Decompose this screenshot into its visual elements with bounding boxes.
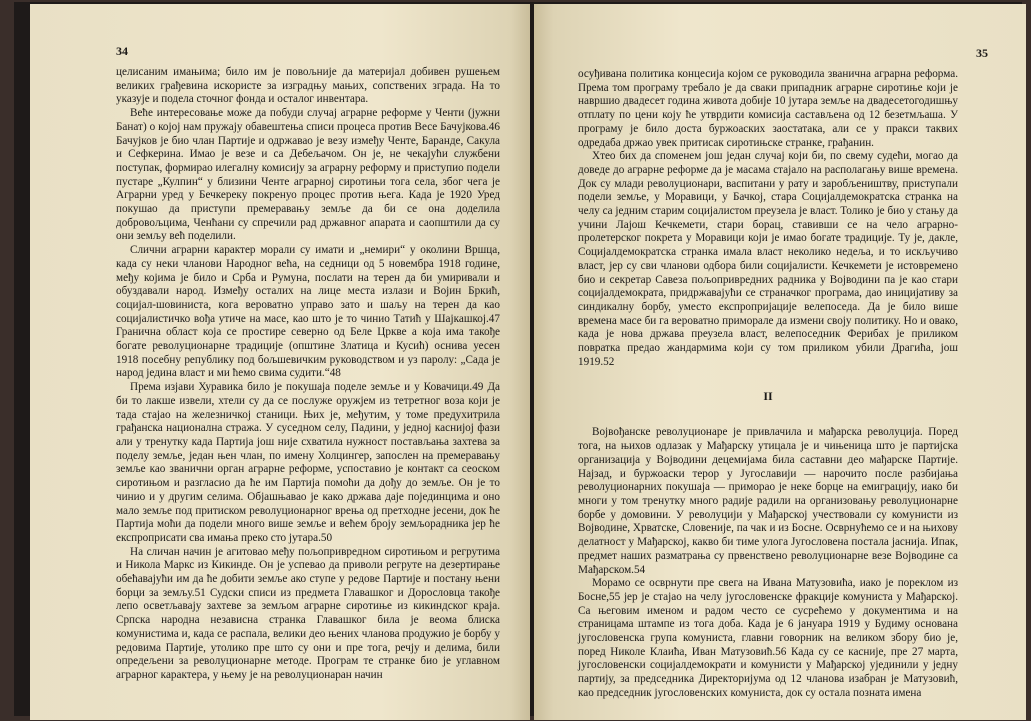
right-page xyxy=(534,4,1026,720)
right-page-number: 35 xyxy=(976,46,988,60)
right-paragraph-3: Војвођанске револуционаре је привлачила и мађарска револуција. Поред тога, на њихов одлазак у Мађарску утицала је и чињеница што је партијска организација у Војводини децемијама била саставни део мађарске Партије. Најзад, и буржоаски терор у Југославији — нарочито после разбијања револуционарних покушаја — приморао је неке борце на емиграцију, иако би многи у том тренутку много радије радили на организовању револуционарне борбе у домовини. У револуцији у Мађарској учествовали су комунисти из Војводине, Хрватске, Словеније, па чак и из Босне. Осврнућемо се и на њихову делатност у Мађарској, какво би тиме улога Југословена постала јаснија. Ипак, предмет наших разматрања су првенствено револуционарне везе Војводине са Мађарском.54 xyxy=(578,426,958,576)
left-page-number: 34 xyxy=(116,44,128,58)
right-paragraph-4: Морамо се осврнути пре свега на Ивана Матузовића, иако је пореклом из Босне,55 јер је стајао на челу југословенске фракције комуниста у Мађарској. Са његовим именом и радом често се сусрећемо у документима и на страницама штампе из тога доба. Када је 6 јануара 1919 у Будиму основана југословенска група комуниста, главни говорник на великом збору био је, поред Николе Клаића, Иван Матузовић.56 Када су се касније, пре 27 марта, југословенски социјалдемократи и комунисти у Мађарској ујединили у једну партију, за председника Директоријума од 12 чланова изабран је Матузовић, као председник југословенских комуниста, док су остала позната имена xyxy=(578,577,958,699)
left-paragraph-5: На сличан начин је агитовао међу пољопривредном сиротињом и регрутима и Никола Маркс из Кикинде. Он је успевао да приволи регруте на дезертирање обећавајући им да ће добити земље ако ступе у редове Партије и постану њени борци за земљу.51 Судски списи из предмета Главашког и Дорословца такође лепо осветљавају захтеве за земљом аграрне сиротиње из кикиндског краја. Српска народна независна странка Главашког била је веома блиска комунистима и, када се распала, велики део њених чланова продужио је борбу у редовима Партије, утолико пре што су они и пре тога, речју и делима, били опредељени за револуционарне методе. Програм те странке био је углавном аграрног карактера, у њему је на револуционаран начин xyxy=(116,545,500,681)
right-paragraph-2: Хтео бих да споменем још један случај који би, по свему судећи, могао да доведе до аграрне реформе да је масама стајало на располагању више времена. Док су млади револуционари, васпитани у рату и заробљеништву, приступали подели земље, у Моравици, у Бачкој, стара Социјалдемократска странка на челу са једним старим социјалистом преузела је власт. Толико је био у стању да учини Лајош Кечкемети, стари борац, ставивши се на чело аграрно-пролетерског покрета у Моравици који је имао богате традиције. Ту је, дакле, Социјалдемократска странка имала власт неколико недеља, и то искључиво власт, јер су сви чланови одбора били социјалисти. Кечкемети је истовремено био и секретар Савеза пољопривредних радника у Војводини па је као стари социјалдемократа, придржавајући се страначког програма, дао иницијативу за синдикалну борбу, уместо експропријације велепоседа. Да је било више времена масе би га вероватно приморале да измени своју политику. Но и овако, када је нова држава преузела власт, велепоседник Ферибах је приликом повратка предао жандармима који су том приликом убили Драгића, још 1919.52 xyxy=(578,150,958,368)
book-spread xyxy=(14,2,1022,716)
right-paragraph-1: осуђивана политика концесија којом се руководила званична аграрна реформа. Према том програму требало је да сваки припадник аграрне сиротиње који је навршио двадесет година живота добије 10 јутара земље на двадесетогодишњу отплату по цени коју ће утврдити комисија састављена од 12 безетмљаша. У програму је било доста буржоаских заостатака, али се у пракси таквих одредаба држао увек притисак сиротињске странке, грађанин. xyxy=(578,68,958,149)
left-paragraph-1: целисаним имањима; било им је повољније да материјал добивен рушењем великих грађевина искористе за изградњу мањих, сопствених зграда. На то указује и подела сточног фонда и осталог инвентара. xyxy=(116,66,500,106)
left-paragraph-2: Веће интересовање може да побуди случај аграрне реформе у Ченти (јужни Банат) о којој нам пружају обавештења списи процеса против Весе Бачујкова.46 Бачујков је био члан Партије и одржавао је везу између Ченте, Баранде, Сакула и Сефкерина. Имао је везе и са Дебељачом. Он је, не чекајући службени поступак, формирао илегалну комисију за аграрну реформу и приступио подели пустаре „Кулпин“ у близини Ченте аграрној сиротињи тога села, због чега је Аграрни уред у Бечкереку покренуо процес против њега. Када је 1920 Уред покушао да приступи премеравању земље да би се она доделила добровољцима, Ченћани су спречили рад државног апарата и саопштили да су они земљу већ поделили. xyxy=(116,107,500,243)
left-paragraph-3: Слични аграрни карактер морали су имати и „немири“ у околини Вршца, када су неки чланови Народног већа, на седници од 5 новембра 1918 године, међу којима је било и Срба и Румуна, послати на терен да би умиривали и обуздавали народ. Између осталих на лице места излази и Војин Бркић, социјал-шовиниста, кога вероватно управо зато и шаљу на терен да као социјалистичко вођа утиче на масе, као што је то чинио Татић у Шајкашкој.47 Гранична област која се простире северно од Беле Цркве а која има такође богате револуционарне традиције (општине Златица и Кусић) оснива уесен 1918 посебну републику под бољшевичким руководством и уз паролу: „Сада је народ једина власт и ми ћемо свима судити.“48 xyxy=(116,244,500,380)
left-page xyxy=(30,4,530,720)
left-paragraph-4: Према изјави Хуравика било је покушаја поделе земље и у Ковачици.49 Да би то лакше извели, хтели су да се послуже оружјем из тетретног воза који је тада стајао на железничкој станици. Њих је, међутим, у томе предухитрила грађанска национална стража. У суседном селу, Падини, у једној каснијој фази али у тренутку када Партија још није схватила нужност постављања захтева за поделу земље, један њен члан, по имену Холцингер, запослен на премеравању земље као званични орган аграрне реформе, успоставио је контакт са сеоском сиротињом и разгласио да ће им Партија помоћи да дођу до земље. Он је то чинио и у другим селима. Објашњавао је како држава даје појединцима и оно мало земље под притиском револуционарног врења од претходне јесени, док ће Партија моћи да подели много више земље и већем броју земљорадника јер ће експроприсати сва имања преко сто јутара.50 xyxy=(116,381,500,544)
section-heading: II xyxy=(763,389,773,404)
